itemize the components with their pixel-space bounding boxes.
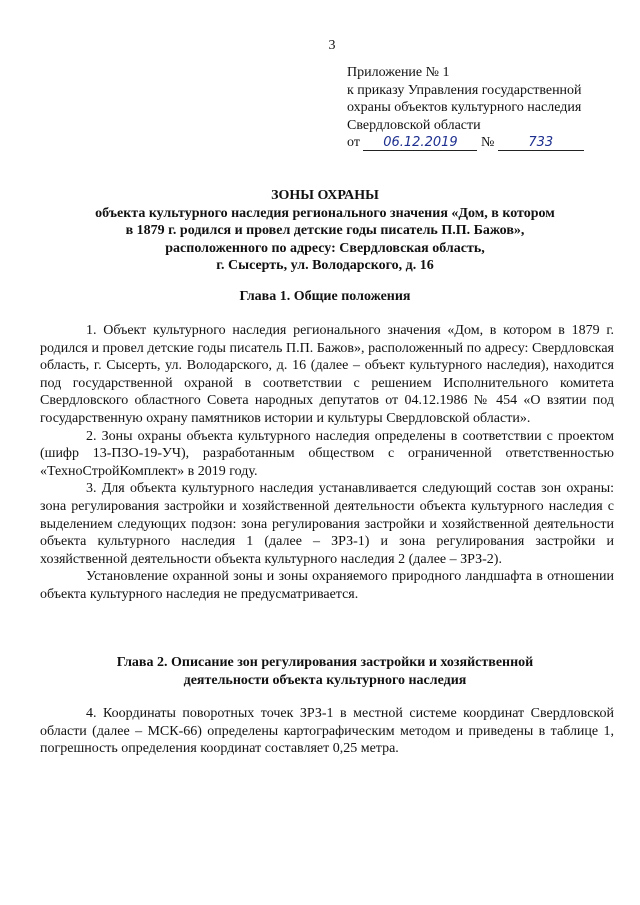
document-title [40, 187, 610, 275]
number-prefix: № [480, 135, 495, 150]
chapter-2-body [40, 705, 614, 758]
paragraph: 3. Для объекта культурного наследия устанавливается следующий состав зон охраны: зона регулирования застройки и хозяйственной деятельности объекта культурного наследия с выделением следующих подзон: зона регулирования застройки и хозяйственной деятельности объекта культурного наследия 1 (далее – ЗРЗ-1) и зона регулирования застройки и хозяйственной деятельности объекта культурного наследия 2 (далее – ЗРЗ-2). [40, 481, 614, 567]
chapter-1-body [40, 322, 614, 604]
chapter-2-title-line: деятельности объекта культурного наследия [183, 672, 467, 688]
page-number: 3 [328, 38, 336, 53]
chapter-1-title: Глава 1. Общие положения [239, 289, 411, 304]
appendix-line: Свердловской области [347, 117, 481, 133]
paragraph: 4. Координаты поворотных точек ЗРЗ-1 в местной системе координат Свердловской области (далее – МСК-66) определены картографическим методом и приведены в таблице 1, погрешность определения координат составляет 0,25 метра. [40, 706, 614, 757]
chapter-2-title [40, 654, 610, 689]
appendix-line: Приложение № 1 [347, 65, 450, 80]
chapter-2-title-line: Глава 2. Описание зон регулирования застройки и хозяйственной [116, 655, 534, 670]
paragraph: 1. Объект культурного наследия регионального значения «Дом, в котором в 1879 г. родился и провел детские годы писатель П.П. Бажов», расположенный по адресу: Свердловская область, г. Сысерть, ул. Володарского, д. 16 (далее – объект культурного наследия), находится под государственной охраной в соответствии с решением Исполнительного комитета Свердловского областного Совета народных депутатов от 04.12.1986 № 454 «О взятии под государственную охрану памятников истории и культуры Свердловской области». [40, 323, 614, 426]
paragraph: 2. Зоны охраны объекта культурного наследия определены в соответствии с проектом (шифр 13-ПЗО-19-УЧ), разработанным обществом с ограниченной ответственностью «ТехноСтройКомплект» в 2019 году. [40, 428, 614, 479]
title-line: в 1879 г. родился и провел детские годы писатель П.П. Бажов», [125, 223, 525, 238]
paragraph: Установление охранной зоны и зоны охраняемого природного ландшафта в отношении объекта культурного наследия не предусматривается. [40, 569, 614, 602]
title-line: объекта культурного наследия регионального значения «Дом, в котором [95, 205, 555, 221]
appendix-line: охраны объектов культурного наследия [347, 100, 582, 115]
order-date: 06.12.2019 [363, 136, 477, 151]
appendix-line: к приказу Управления государственной [347, 82, 582, 98]
title-line: ЗОНЫ ОХРАНЫ [271, 188, 379, 203]
date-prefix: от [347, 135, 360, 150]
order-number: 733 [498, 136, 584, 151]
appendix-block [347, 64, 632, 152]
title-line: г. Сысерть, ул. Володарского, д. 16 [216, 258, 434, 273]
appendix-date-row [347, 134, 632, 152]
title-line: расположенного по адресу: Свердловская область, [165, 240, 485, 256]
